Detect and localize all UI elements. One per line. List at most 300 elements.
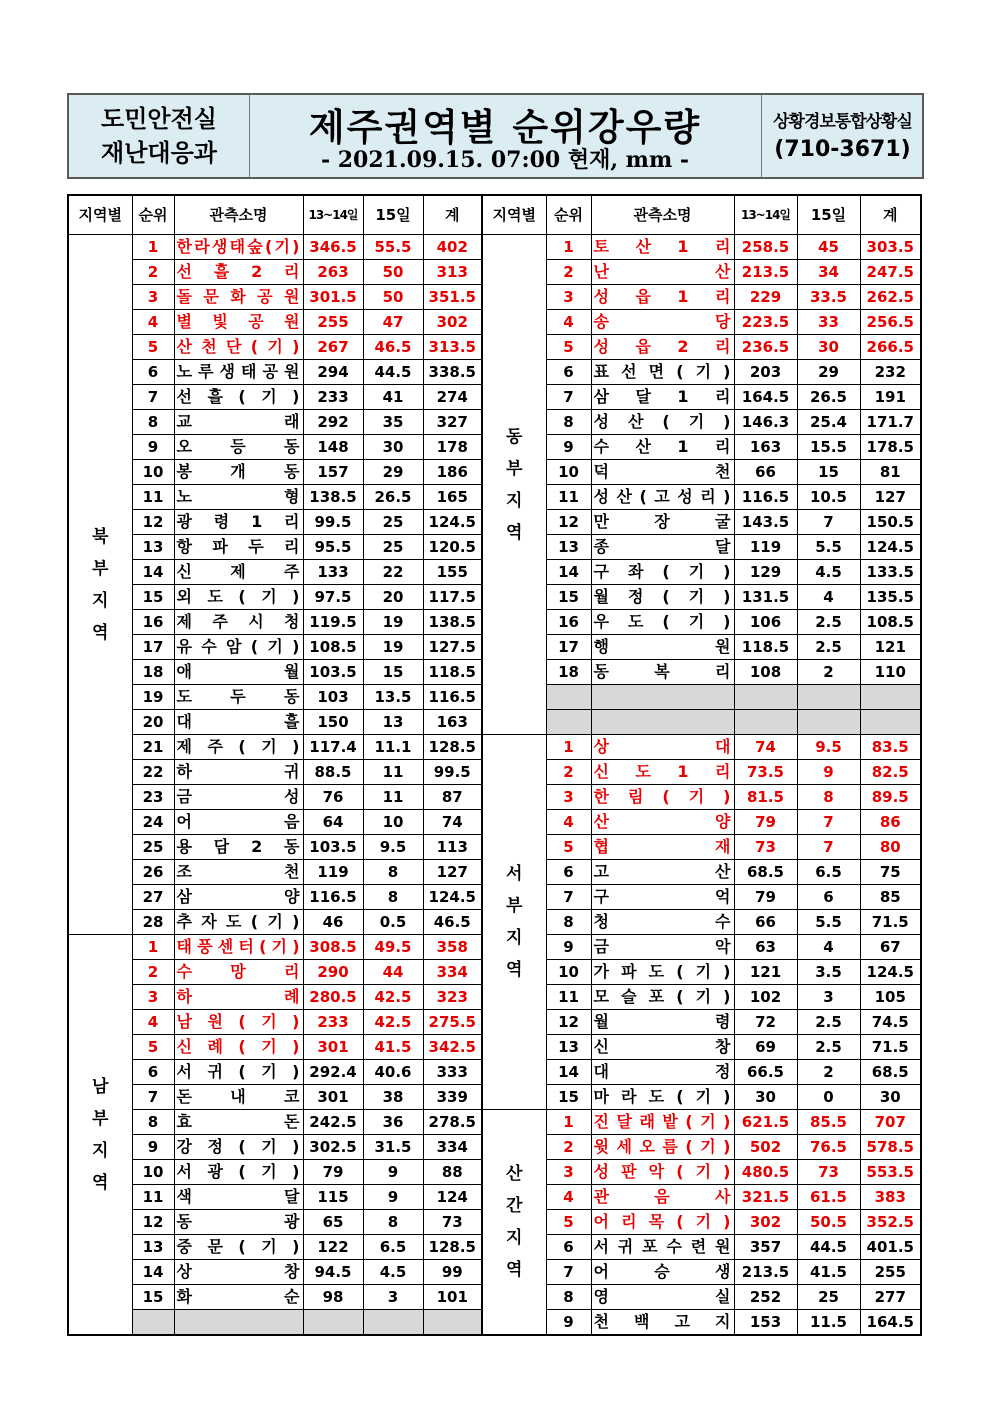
station-cell	[591, 1210, 734, 1235]
rain-13-14-cell: 621.5	[734, 1110, 797, 1135]
rain-13-14-cell: 116.5	[303, 885, 363, 910]
rain-total-cell: 124.5	[423, 510, 482, 535]
rain-13-14-cell: 229	[734, 285, 797, 310]
col-rank: 순위	[132, 195, 174, 235]
rain-13-14-cell: 116.5	[734, 485, 797, 510]
table-header-row	[68, 195, 921, 235]
station-name: 산 천 단 ( 기 )	[176, 337, 300, 356]
rank-cell: 11	[546, 485, 591, 510]
rain-total-cell: 339	[423, 1085, 482, 1110]
station-cell	[591, 235, 734, 260]
rain-13-14-cell: 74	[734, 735, 797, 760]
station-cell	[174, 1160, 303, 1185]
station-name: 어 리 목 ( 기 )	[593, 1212, 731, 1231]
rain-13-14-cell: 118.5	[734, 635, 797, 660]
rain-15-cell: 38	[363, 1085, 423, 1110]
rank-cell: 7	[132, 1085, 174, 1110]
rain-total-cell: 101	[423, 1285, 482, 1310]
station-name: 성 읍 1 리	[593, 287, 731, 306]
rank-cell: 25	[132, 835, 174, 860]
rain-13-14-cell: 153	[734, 1310, 797, 1336]
rank-cell: 10	[546, 460, 591, 485]
station-cell	[591, 1185, 734, 1210]
rain-13-14-cell: 292.4	[303, 1060, 363, 1085]
station-cell	[591, 460, 734, 485]
station-cell	[174, 960, 303, 985]
rain-15-cell: 25	[363, 535, 423, 560]
rain-13-14-cell: 203	[734, 360, 797, 385]
rank-cell: 9	[132, 435, 174, 460]
rain-13-14-cell: 302	[734, 1210, 797, 1235]
rain-15-cell: 61.5	[797, 1185, 860, 1210]
rain-total-cell: 333	[423, 1060, 482, 1085]
station-name: 서 광 ( 기 )	[176, 1162, 300, 1181]
rain-total-cell: 302	[423, 310, 482, 335]
col-13-14: 13~14일	[303, 195, 363, 235]
rain-13-14-cell: 164.5	[734, 385, 797, 410]
rain-total-cell: 352.5	[860, 1210, 921, 1235]
rank-cell: 13	[546, 1035, 591, 1060]
rain-total-cell: 128.5	[423, 735, 482, 760]
station-cell	[591, 735, 734, 760]
rank-cell: 6	[546, 860, 591, 885]
rain-15-cell: 6.5	[797, 860, 860, 885]
rain-total-cell: 327	[423, 410, 482, 435]
station-cell	[591, 360, 734, 385]
rank-cell: 7	[132, 385, 174, 410]
rain-13-14-cell: 148	[303, 435, 363, 460]
station-cell	[174, 710, 303, 735]
station-name: 한 라 생 태 숲 ( 기 )	[176, 237, 300, 256]
rank-cell: 15	[132, 1285, 174, 1310]
rain-13-14-cell: 81.5	[734, 785, 797, 810]
col-station: 관측소명	[174, 195, 303, 235]
rain-total-cell: 383	[860, 1185, 921, 1210]
station-cell	[174, 485, 303, 510]
rain-13-14-cell: 146.3	[734, 410, 797, 435]
rain-15-cell: 13.5	[363, 685, 423, 710]
rank-cell: 3	[546, 285, 591, 310]
rain-15-cell: 29	[363, 460, 423, 485]
rain-total-cell: 87	[423, 785, 482, 810]
rain-15-cell: 5.5	[797, 910, 860, 935]
station-cell	[174, 410, 303, 435]
station-cell	[174, 1285, 303, 1310]
rank-cell: 1	[546, 235, 591, 260]
rain-total-cell: 256.5	[860, 310, 921, 335]
rain-total-cell: 164.5	[860, 1310, 921, 1336]
rank-cell: 8	[132, 1110, 174, 1135]
rain-total-cell: 178.5	[860, 435, 921, 460]
rank-cell: 2	[546, 260, 591, 285]
rain-15-cell: 73	[797, 1160, 860, 1185]
station-cell	[591, 1060, 734, 1085]
rain-total-cell: 165	[423, 485, 482, 510]
station-cell	[591, 310, 734, 335]
rain-15-cell: 4.5	[797, 560, 860, 585]
rank-cell: 16	[132, 610, 174, 635]
station-cell	[591, 1085, 734, 1110]
rank-cell: 4	[546, 810, 591, 835]
rain-total-cell: 171.7	[860, 410, 921, 435]
rain-15-cell: 50	[363, 260, 423, 285]
rank-cell: 12	[546, 510, 591, 535]
rank-cell: 17	[132, 635, 174, 660]
station-name: 월 령	[593, 1012, 731, 1031]
rank-cell: 20	[132, 710, 174, 735]
rank-cell: 12	[546, 1010, 591, 1035]
station-name: 색 달	[176, 1187, 300, 1206]
region-char: 부	[506, 458, 523, 479]
rain-13-14-cell: 46	[303, 910, 363, 935]
rank-cell: 2	[132, 260, 174, 285]
rank-cell: 13	[132, 535, 174, 560]
rank-cell: 8	[546, 410, 591, 435]
station-name: 구 좌 ( 기 )	[593, 562, 731, 581]
station-name: 대 흘	[176, 712, 300, 731]
rain-total-cell: 110	[860, 660, 921, 685]
rain-15-cell: 41.5	[797, 1260, 860, 1285]
rain-13-14-cell: 233	[303, 1010, 363, 1035]
rain-15-cell: 0	[797, 1085, 860, 1110]
rank-cell: 17	[546, 635, 591, 660]
station-cell	[174, 1210, 303, 1235]
rain-13-14-cell: 280.5	[303, 985, 363, 1010]
rain-15-cell: 55.5	[363, 235, 423, 260]
rain-13-14-cell: 301	[303, 1035, 363, 1060]
station-cell	[174, 785, 303, 810]
rain-total-cell: 303.5	[860, 235, 921, 260]
rank-cell: 8	[546, 910, 591, 935]
station-name: 어 음	[176, 812, 300, 831]
station-name: 구 억	[593, 887, 731, 906]
rain-15-cell: 26.5	[797, 385, 860, 410]
station-name: 유 수 암 ( 기 )	[176, 637, 300, 656]
station-cell	[591, 535, 734, 560]
station-name: 대 정	[593, 1062, 731, 1081]
station-cell	[591, 835, 734, 860]
region-char: 동	[506, 426, 523, 447]
region-char: 부	[506, 896, 523, 916]
rain-15-cell: 41	[363, 385, 423, 410]
department-line2: 재난대응과	[101, 139, 217, 167]
rain-total-cell: 338.5	[423, 360, 482, 385]
rain-15-cell: 76.5	[797, 1135, 860, 1160]
station-name: 돈 내 코	[176, 1087, 300, 1106]
rain-15-cell: 25	[363, 510, 423, 535]
station-cell	[174, 1085, 303, 1110]
rain-15-cell: 34	[797, 260, 860, 285]
rain-total-cell: 313.5	[423, 335, 482, 360]
rank-cell: 7	[546, 885, 591, 910]
station-name: 수 산 1 리	[593, 437, 731, 456]
rain-15-cell: 85.5	[797, 1110, 860, 1135]
rain-total-cell: 83.5	[860, 735, 921, 760]
rank-cell: 1	[546, 735, 591, 760]
rain-total-cell: 128.5	[423, 1235, 482, 1260]
rain-13-14-cell: 68.5	[734, 860, 797, 885]
station-cell	[174, 235, 303, 260]
rain-13-14-cell: 103.5	[303, 660, 363, 685]
empty-cell	[303, 1310, 363, 1336]
rain-total-cell: 99.5	[423, 760, 482, 785]
office-phone: (710-3671)	[774, 137, 911, 162]
station-name: 모 슬 포 ( 기 )	[593, 987, 731, 1006]
rain-13-14-cell: 115	[303, 1185, 363, 1210]
rank-cell: 8	[132, 410, 174, 435]
rain-15-cell: 2	[797, 1060, 860, 1085]
station-cell	[591, 860, 734, 885]
station-cell	[591, 435, 734, 460]
station-name: 하 례	[176, 987, 300, 1006]
rain-13-14-cell: 346.5	[303, 235, 363, 260]
table-body	[68, 235, 921, 1336]
rain-15-cell: 2.5	[797, 635, 860, 660]
rank-cell: 6	[546, 360, 591, 385]
rank-cell: 10	[132, 1160, 174, 1185]
rain-13-14-cell: 98	[303, 1285, 363, 1310]
empty-cell	[546, 710, 591, 735]
station-cell	[591, 1310, 734, 1336]
station-cell	[591, 335, 734, 360]
rain-13-14-cell: 108	[734, 660, 797, 685]
region-char: 역	[506, 1260, 523, 1280]
station-name: 성 산 ( 기 )	[593, 412, 731, 431]
rank-cell: 6	[132, 360, 174, 385]
region-char: 지	[506, 928, 523, 948]
rank-cell: 15	[132, 585, 174, 610]
col-total: 계	[423, 195, 482, 235]
rank-cell: 7	[546, 385, 591, 410]
rain-total-cell: 150.5	[860, 510, 921, 535]
rain-15-cell: 45	[797, 235, 860, 260]
col-region: 지역별	[482, 195, 546, 235]
station-cell	[591, 910, 734, 935]
station-name: 봉 개 동	[176, 462, 300, 481]
rain-13-14-cell: 108.5	[303, 635, 363, 660]
empty-cell	[734, 710, 797, 735]
station-name: 제 주 ( 기 )	[176, 737, 300, 756]
station-cell	[174, 735, 303, 760]
station-cell	[591, 1235, 734, 1260]
rain-total-cell: 124.5	[860, 960, 921, 985]
station-cell	[174, 1060, 303, 1085]
station-name: 조 천	[176, 862, 300, 881]
rank-cell: 18	[546, 660, 591, 685]
station-cell	[591, 610, 734, 635]
rain-15-cell: 0.5	[363, 910, 423, 935]
station-cell	[174, 810, 303, 835]
rank-cell: 21	[132, 735, 174, 760]
empty-cell	[591, 685, 734, 710]
station-name: 신 제 주	[176, 562, 300, 581]
empty-cell	[860, 685, 921, 710]
rain-13-14-cell: 66.5	[734, 1060, 797, 1085]
rain-15-cell: 50.5	[797, 1210, 860, 1235]
rain-15-cell: 15.5	[797, 435, 860, 460]
rain-15-cell: 2	[797, 660, 860, 685]
rain-total-cell: 342.5	[423, 1035, 482, 1060]
station-name: 제 주 시 청	[176, 612, 300, 631]
rain-15-cell: 9	[363, 1185, 423, 1210]
rain-15-cell: 44.5	[797, 1235, 860, 1260]
rain-total-cell: 127	[860, 485, 921, 510]
rank-cell: 2	[546, 1135, 591, 1160]
rain-15-cell: 3	[797, 985, 860, 1010]
office-box	[761, 95, 923, 177]
station-cell	[591, 1135, 734, 1160]
col-rank: 순위	[546, 195, 591, 235]
station-name: 천 백 고 지	[593, 1312, 731, 1331]
region-label	[482, 735, 546, 1110]
station-name: 금 악	[593, 937, 731, 956]
rain-13-14-cell: 357	[734, 1235, 797, 1260]
rain-15-cell: 3.5	[797, 960, 860, 985]
rain-15-cell: 42.5	[363, 985, 423, 1010]
station-name: 하 귀	[176, 762, 300, 781]
rain-total-cell: 124.5	[423, 885, 482, 910]
rain-15-cell: 9	[797, 760, 860, 785]
rain-13-14-cell: 76	[303, 785, 363, 810]
empty-cell	[591, 710, 734, 735]
rank-cell: 11	[132, 485, 174, 510]
col-13-14: 13~14일	[734, 195, 797, 235]
rain-13-14-cell: 66	[734, 910, 797, 935]
rain-13-14-cell: 94.5	[303, 1260, 363, 1285]
station-name: 효 돈	[176, 1112, 300, 1131]
station-cell	[174, 610, 303, 635]
rain-15-cell: 15	[363, 660, 423, 685]
rank-cell: 9	[546, 435, 591, 460]
rain-15-cell: 25.4	[797, 410, 860, 435]
rain-total-cell: 138.5	[423, 610, 482, 635]
empty-cell	[363, 1310, 423, 1336]
rain-total-cell: 71.5	[860, 910, 921, 935]
station-name: 상 창	[176, 1262, 300, 1281]
station-name: 서 귀 포 수 련 원	[593, 1237, 731, 1256]
rain-total-cell: 75	[860, 860, 921, 885]
rain-15-cell: 4.5	[363, 1260, 423, 1285]
rain-total-cell: 74	[423, 810, 482, 835]
rain-15-cell: 8	[797, 785, 860, 810]
station-name: 표 선 면 ( 기 )	[593, 362, 731, 381]
station-name: 금 성	[176, 787, 300, 806]
region-char: 산	[506, 1164, 523, 1184]
rain-total-cell: 117.5	[423, 585, 482, 610]
station-cell	[174, 435, 303, 460]
rain-13-14-cell: 321.5	[734, 1185, 797, 1210]
station-cell	[591, 1260, 734, 1285]
station-name: 신 창	[593, 1037, 731, 1056]
rain-total-cell: 127.5	[423, 635, 482, 660]
rain-15-cell: 2.5	[797, 1035, 860, 1060]
station-cell	[174, 460, 303, 485]
station-name: 강 정 ( 기 )	[176, 1137, 300, 1156]
rain-15-cell: 47	[363, 310, 423, 335]
station-name: 어 승 생	[593, 1262, 731, 1281]
rain-total-cell: 266.5	[860, 335, 921, 360]
rain-total-cell: 67	[860, 935, 921, 960]
rain-15-cell: 4	[797, 935, 860, 960]
rain-13-14-cell: 106	[734, 610, 797, 635]
rain-15-cell: 33.5	[797, 285, 860, 310]
rain-total-cell: 105	[860, 985, 921, 1010]
empty-cell	[860, 710, 921, 735]
station-name: 화 순	[176, 1287, 300, 1306]
rain-13-14-cell: 255	[303, 310, 363, 335]
department-box	[69, 95, 250, 177]
region-char: 지	[506, 490, 523, 511]
station-cell	[174, 385, 303, 410]
rain-15-cell: 3	[363, 1285, 423, 1310]
rank-cell: 11	[546, 985, 591, 1010]
station-cell	[174, 760, 303, 785]
col-region: 지역별	[68, 195, 132, 235]
rain-15-cell: 19	[363, 635, 423, 660]
rain-13-14-cell: 103	[303, 685, 363, 710]
station-name: 진 달 래 밭 ( 기 )	[593, 1112, 731, 1131]
rain-total-cell: 121	[860, 635, 921, 660]
station-cell	[174, 260, 303, 285]
rain-15-cell: 7	[797, 510, 860, 535]
rain-total-cell: 232	[860, 360, 921, 385]
rank-cell: 9	[546, 1310, 591, 1336]
rain-15-cell: 2.5	[797, 1010, 860, 1035]
rain-total-cell: 68.5	[860, 1060, 921, 1085]
rank-cell: 2	[132, 960, 174, 985]
rain-13-14-cell: 88.5	[303, 760, 363, 785]
rain-13-14-cell: 64	[303, 810, 363, 835]
rain-total-cell: 274	[423, 385, 482, 410]
rain-total-cell: 99	[423, 1260, 482, 1285]
rain-total-cell: 113	[423, 835, 482, 860]
station-name: 노 루 생 태 공 원	[176, 362, 300, 381]
rank-cell: 5	[546, 1210, 591, 1235]
col-15: 15일	[363, 195, 423, 235]
empty-cell	[797, 710, 860, 735]
col-15: 15일	[797, 195, 860, 235]
rain-15-cell: 9	[363, 1160, 423, 1185]
station-cell	[174, 535, 303, 560]
rank-cell: 4	[132, 310, 174, 335]
station-name: 덕 천	[593, 462, 731, 481]
rain-total-cell: 278.5	[423, 1110, 482, 1135]
rain-13-14-cell: 30	[734, 1085, 797, 1110]
rank-cell: 4	[132, 1010, 174, 1035]
station-cell	[174, 585, 303, 610]
rain-total-cell: 85	[860, 885, 921, 910]
station-name: 성 판 악 ( 기 )	[593, 1162, 731, 1181]
rain-13-14-cell: 290	[303, 960, 363, 985]
rank-cell: 4	[546, 1185, 591, 1210]
rain-15-cell: 30	[797, 335, 860, 360]
rain-15-cell: 9.5	[797, 735, 860, 760]
department-line1: 도민안전실	[101, 105, 217, 133]
station-name: 행 원	[593, 637, 731, 656]
rain-13-14-cell: 138.5	[303, 485, 363, 510]
rain-15-cell: 41.5	[363, 1035, 423, 1060]
rain-total-cell: 191	[860, 385, 921, 410]
rank-cell: 5	[546, 835, 591, 860]
rain-15-cell: 4	[797, 585, 860, 610]
station-name: 삼 양	[176, 887, 300, 906]
rain-13-14-cell: 99.5	[303, 510, 363, 535]
rain-15-cell: 42.5	[363, 1010, 423, 1035]
rank-cell: 13	[546, 535, 591, 560]
rank-cell: 1	[132, 235, 174, 260]
rain-total-cell: 334	[423, 1135, 482, 1160]
station-name: 상 대	[593, 737, 731, 756]
